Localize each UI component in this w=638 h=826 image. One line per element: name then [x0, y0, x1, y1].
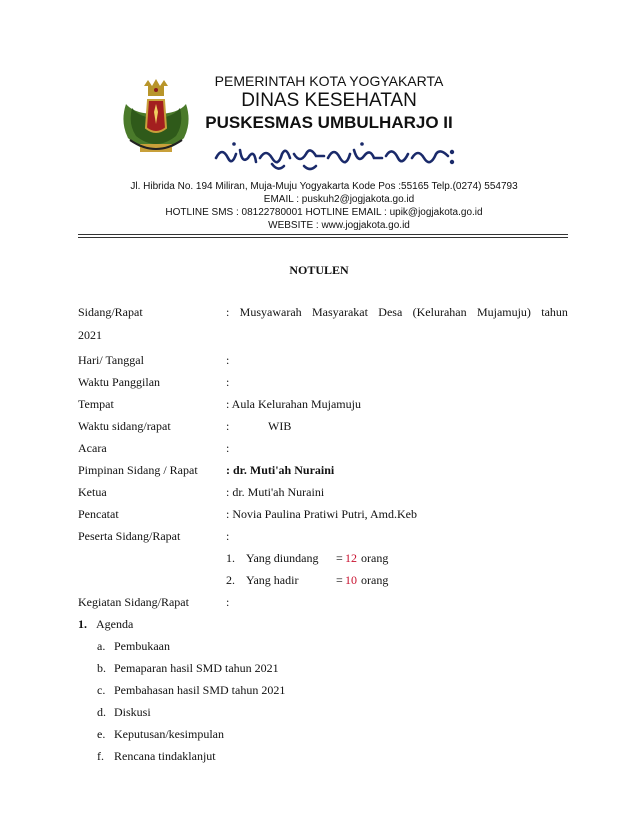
agenda-letter: f.: [97, 749, 104, 763]
agenda-text: Pembahasan hasil SMD tahun 2021: [114, 683, 286, 697]
email-line: EMAIL : puskuh2@jogjakota.go.id: [263, 194, 415, 205]
agenda-item: [78, 660, 568, 680]
row-pimpinan: [78, 462, 568, 482]
row-kegiatan: [78, 594, 568, 614]
label-peserta: Peserta Sidang/Rapat: [78, 529, 181, 543]
agenda-letter: b.: [97, 661, 106, 675]
peserta-unit: orang: [361, 551, 389, 565]
sidang-word: Desa: [378, 305, 403, 319]
peserta-label: Yang diundang: [246, 551, 319, 565]
label-hari: Hari/ Tanggal: [78, 353, 144, 367]
peserta-eq: =: [336, 551, 343, 565]
row-waktu-panggilan: [78, 374, 568, 394]
peserta-item: [226, 550, 526, 570]
agenda-text: Keputusan/kesimpulan: [114, 727, 224, 741]
peserta-num: 1.: [226, 551, 235, 565]
colon-waktu-sidang: :: [226, 419, 230, 433]
row-sidang: [78, 304, 568, 324]
peserta-num: 2.: [226, 573, 235, 587]
value-peserta: :: [226, 529, 230, 543]
sidang-word: (Kelurahan: [412, 305, 467, 319]
javanese-script-icon: [212, 140, 462, 174]
agenda-letter: c.: [97, 683, 106, 697]
row-waktu-sidang: [78, 418, 568, 438]
row-peserta: [78, 528, 568, 548]
row-ketua: [78, 484, 568, 504]
row-hari: [78, 352, 568, 372]
label-waktu-panggilan: Waktu Panggilan: [78, 375, 161, 389]
agenda-num: 1.: [78, 617, 87, 631]
agenda-text: Diskusi: [114, 705, 151, 719]
value-tempat: : Aula Kelurahan Mujamuju: [226, 397, 361, 411]
value-waktu-sidang: WIB: [268, 419, 292, 433]
agenda-item: [78, 726, 568, 746]
gov-name: PEMERINTAH KOTA YOGYAKARTA: [214, 73, 444, 89]
sidang-word: tahun: [541, 305, 568, 319]
hotline-line: HOTLINE SMS : 08122780001 HOTLINE EMAIL : upik@jogjakota.go.id: [165, 207, 483, 218]
agenda-heading: [78, 616, 568, 636]
value-pimpinan: : dr. Muti'ah Nuraini: [226, 463, 335, 477]
sidang-word: :: [226, 305, 230, 319]
label-tempat: Tempat: [78, 397, 114, 411]
agenda-item: [78, 748, 568, 768]
label-pencatat: Pencatat: [78, 507, 119, 521]
value-hari: :: [226, 353, 230, 367]
agenda-text: Rencana tindaklanjut: [114, 749, 216, 763]
value-pencatat: : Novia Paulina Pratiwi Putri, Amd.Keb: [226, 507, 417, 521]
address-line: Jl. Hibrida No. 194 Miliran, Muja-Muju Yogyakarta Kode Pos :55165 Telp.(0274) 554793: [130, 181, 518, 192]
sidang-continuation: 2021: [78, 328, 102, 342]
peserta-unit: orang: [361, 573, 389, 587]
label-acara: Acara: [78, 441, 107, 455]
agenda-item: [78, 704, 568, 724]
department-name: DINAS KESEHATAN: [241, 90, 417, 111]
label-ketua: Ketua: [78, 485, 107, 499]
header-rule-thin: [78, 237, 568, 238]
peserta-count: 10: [345, 573, 357, 587]
value-waktu-panggilan: :: [226, 375, 230, 389]
agenda-item: [78, 682, 568, 702]
peserta-eq: =: [336, 573, 343, 587]
agenda-letter: a.: [97, 639, 106, 653]
puskesmas-name: PUSKESMAS UMBULHARJO II: [205, 113, 453, 132]
row-pencatat: [78, 506, 568, 526]
agenda-title: Agenda: [96, 617, 134, 631]
agenda-letter: d.: [97, 705, 106, 719]
sidang-word: Masyarakat: [311, 305, 368, 319]
peserta-label: Yang hadir: [246, 573, 299, 587]
peserta-count: 12: [345, 551, 357, 565]
value-acara: :: [226, 441, 230, 455]
value-ketua: : dr. Muti'ah Nuraini: [226, 485, 325, 499]
agenda-item: [78, 638, 568, 658]
sidang-word: Mujamuju): [476, 305, 531, 319]
value-kegiatan: :: [226, 595, 230, 609]
agenda-text: Pembukaan: [114, 639, 170, 653]
sidang-word: Musyawarah: [239, 305, 302, 319]
row-tempat: [78, 396, 568, 416]
header-rule-thick: [78, 234, 568, 235]
row-sidang-cont: [78, 327, 568, 347]
website-line: WEBSITE : www.jogjakota.go.id: [268, 220, 410, 231]
document-title: NOTULEN: [289, 263, 349, 277]
value-sidang: [226, 304, 568, 320]
label-waktu-sidang: Waktu sidang/rapat: [78, 419, 171, 433]
label-sidang: Sidang/Rapat: [78, 305, 143, 319]
agenda-text: Pemaparan hasil SMD tahun 2021: [114, 661, 279, 675]
peserta-item: [226, 572, 526, 592]
label-pimpinan: Pimpinan Sidang / Rapat: [78, 463, 198, 477]
row-acara: [78, 440, 568, 460]
label-kegiatan: Kegiatan Sidang/Rapat: [78, 595, 189, 609]
agenda-letter: e.: [97, 727, 106, 741]
